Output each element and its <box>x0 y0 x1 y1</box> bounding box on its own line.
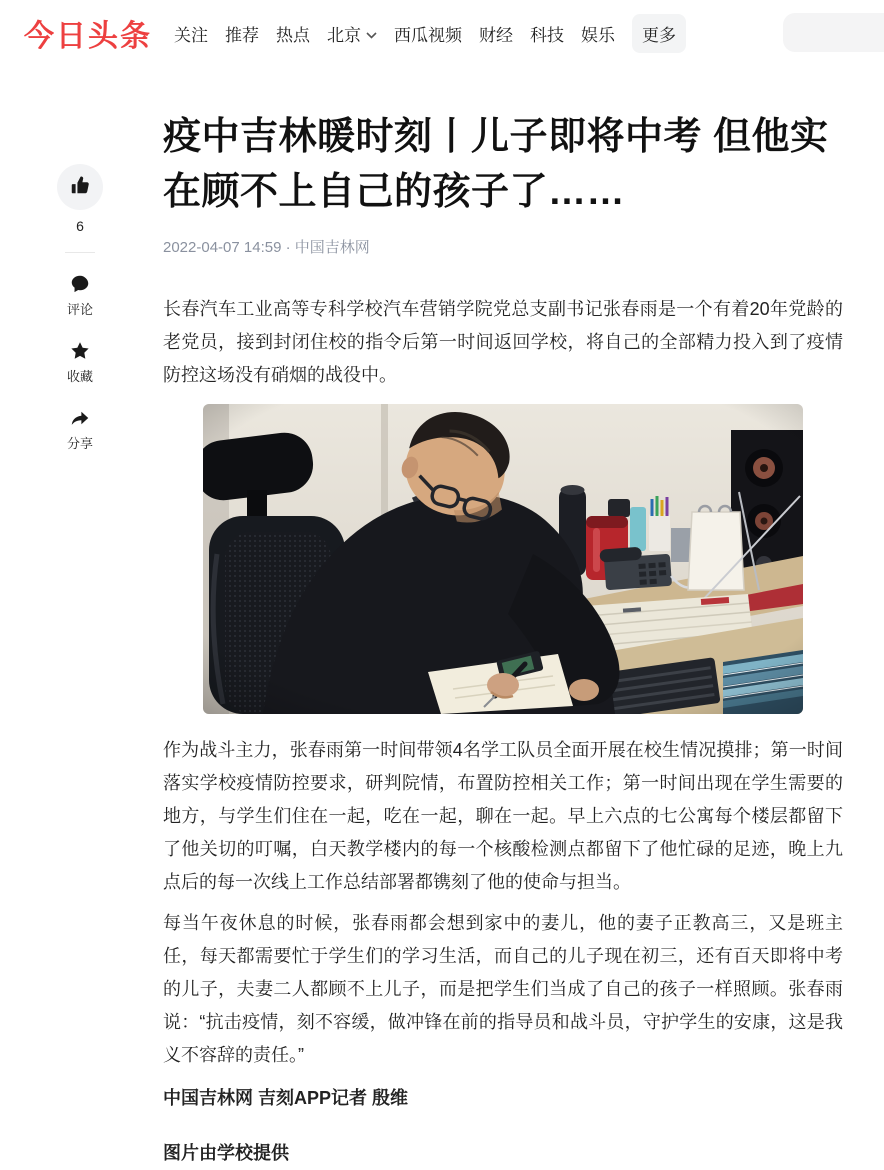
share-button[interactable] <box>57 407 103 452</box>
share-icon <box>57 407 103 429</box>
engagement-sidebar <box>57 164 103 452</box>
favorite-label: 收藏 <box>66 369 93 384</box>
like-button[interactable] <box>57 164 103 210</box>
comment-button[interactable] <box>57 273 103 318</box>
star-icon <box>57 340 103 362</box>
favorite-button[interactable] <box>57 340 103 385</box>
article-paragraph: 作为战斗主力，张春雨第一时间带领4名学工队员全面开展在校生情况摸排；第一时间落实学校疫情防控要求，研判院情，布置防控相关工作；第一时间出现在学生需要的地方，与学生们住在一起，吃在一起，聊在一起。早上六点的七公寓每个楼层都留下了他关切的叮嘱，白天教学楼内的每一个核酸检测点都留下了他忙碌的足迹，晚上九点后的每一次线上工作总结部署都镌刻了他的使命与担当。 <box>163 740 843 892</box>
nav-item-follow[interactable]: 关注 <box>174 25 208 45</box>
comment-label: 评论 <box>66 302 93 317</box>
nav-item-recommend[interactable]: 推荐 <box>225 25 259 45</box>
chevron-down-icon <box>366 24 377 44</box>
article-photo-man-writing-at-desk[interactable] <box>203 404 803 714</box>
image-credit-line: 图片由学校提供 <box>163 1143 289 1163</box>
article-paragraph: 长春汽车工业高等专科学校汽车营销学院党总支副书记张春雨是一个有着20年党龄的老党员，接到封闭住校的指令后第一时间返回学校，将自己的全部精力投入到了疫情防控这场没有硝烟的战役中。 <box>163 299 843 385</box>
article-body <box>163 110 843 1170</box>
nav-item-tech[interactable]: 科技 <box>530 25 564 45</box>
like-count: 6 <box>76 218 84 234</box>
nav-menu <box>174 14 686 53</box>
photo-illustration <box>203 404 803 714</box>
sidebar-divider <box>65 252 95 253</box>
top-nav <box>0 0 884 66</box>
share-label: 分享 <box>66 436 93 451</box>
nav-item-beijing[interactable]: 北京 <box>327 14 377 53</box>
nav-item-hot[interactable]: 热点 <box>276 25 310 45</box>
page-title: 疫中吉林暖时刻丨儿子即将中考 但他实在顾不上自己的孩子了…… <box>163 116 829 213</box>
article-paragraph: 每当午夜休息的时候，张春雨都会想到家中的妻儿，他的妻子正教高三，又是班主任，每天都需要忙于学生们的学习生活，而自己的儿子现在初三，还有百天即将中考的儿子，夫妻二人都顾不上儿子，而是把学生们当成了自己的孩子一样照顾。张春雨说：“抗击疫情，刻不容缓，做冲锋在前的指导员和战斗员，守护学生的安康，这是我义不容辞的责任。” <box>163 913 843 1065</box>
comment-icon <box>57 273 103 295</box>
thumbs-up-icon <box>69 174 91 201</box>
nav-item-finance[interactable]: 财经 <box>479 25 513 45</box>
nav-item-entertainment[interactable]: 娱乐 <box>581 25 615 45</box>
nav-item-xigua-video[interactable]: 西瓜视频 <box>394 25 462 45</box>
reporter-credit-line: 中国吉林网 吉刻APP记者 殷维 <box>163 1088 409 1108</box>
search-input[interactable] <box>783 13 884 52</box>
toutiao-logo[interactable]: 今日头条 <box>24 20 152 53</box>
nav-item-more[interactable]: 更多 <box>632 14 686 53</box>
article-meta: 2022-04-07 14:59 · 中国吉林网 <box>163 239 370 256</box>
